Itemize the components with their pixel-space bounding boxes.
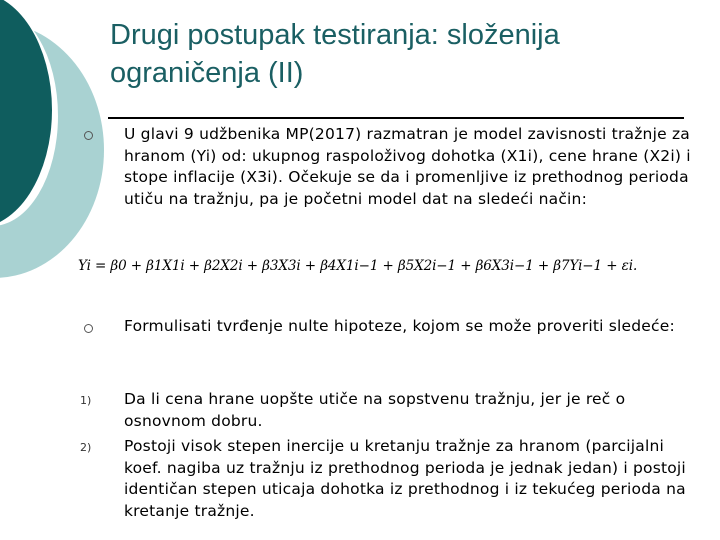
equation-text: Yi = β0 + β1X1i + β2X2i + β3X3i + β4X1i−1 + β5X2i−1 + β6X3i−1 + β7Yi−1 + εi. [78, 258, 638, 274]
item-2-marker: 2) [80, 441, 92, 454]
bullet-circle-2 [84, 324, 93, 333]
model-equation [78, 258, 698, 274]
paragraph-task: Formulisati tvrđenje nulte hipoteze, kojom se može proveriti sledeće: [124, 317, 675, 335]
item-2-text: Postoji visok stepen inercije u kretanju tražnje za hranom (parcijalni koef. nagiba uz tražnju iz prethodnog perioda je jednak jedan) i postoji identičan stepen uticaja dohotka iz prethodnog i iz tekućeg perioda na kretanje tražnje. [124, 437, 686, 520]
item-1-marker: 1) [80, 394, 92, 407]
title-divider [108, 117, 684, 119]
title-line-1: Drugi postupak testiranja: složenija [110, 19, 560, 51]
slide-title [110, 16, 690, 92]
item-1-text: Da li cena hrane uopšte utiče na sopstvenu tražnju, jer je reč o osnovnom dobru. [124, 390, 626, 430]
decorative-circles [0, 0, 120, 300]
title-line-2: ograničenja (II) [110, 57, 304, 89]
paragraph-model: U glavi 9 udžbenika MP(2017) razmatran je model zavisnosti tražnje za hranom (Yi) od: ukupnog raspoloživog dohotka (X1i), cene hrane (X2i) i stope inflacije (X3i). Očekuje se da i promenljive iz prethodnog perioda utiču na tražnju, pa je početni model dat na sledeći način: [124, 125, 691, 208]
bullet-circle-1 [84, 131, 93, 140]
